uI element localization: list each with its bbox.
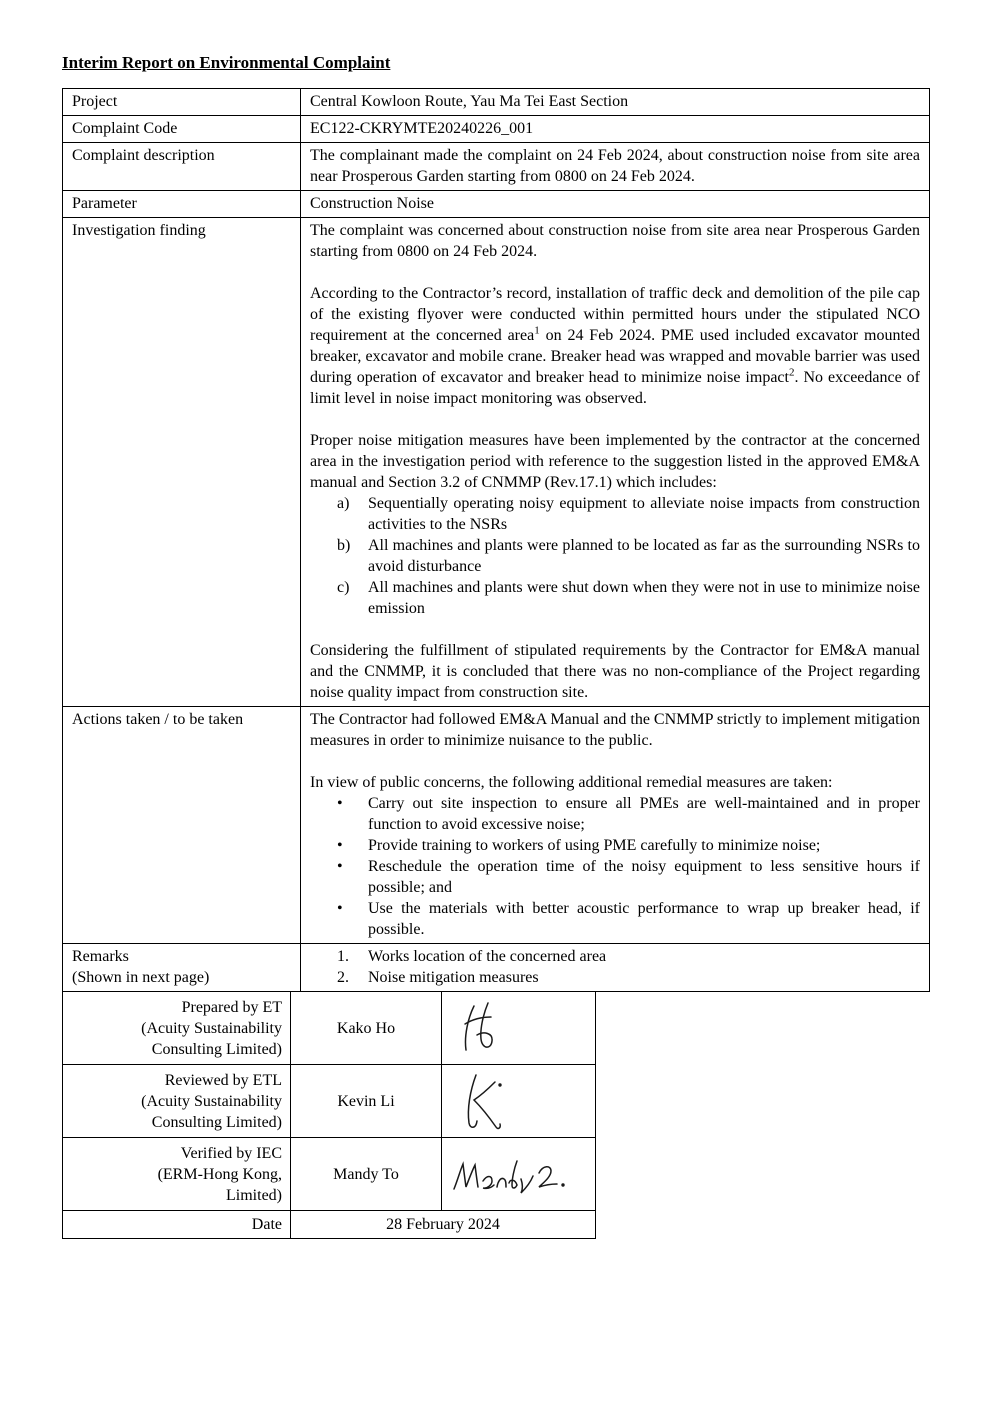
remarks-label xyxy=(63,944,301,992)
table-row-actions xyxy=(63,707,930,944)
remarks-value xyxy=(301,944,930,992)
list-marker: a) xyxy=(337,495,350,512)
role-line: Reviewed by ETL xyxy=(164,1071,282,1089)
list-item xyxy=(310,856,920,898)
verified-by-signature-cell xyxy=(442,1138,596,1211)
reviewed-by-signature-cell xyxy=(442,1065,596,1138)
role-line: Verified by IEC xyxy=(180,1144,282,1162)
prepared-by-name: Kako Ho xyxy=(291,992,442,1065)
complaint-description-value: The complainant made the complaint on 24 Feb 2024, about construction noise from site area near Prosperous Garden starting from 0800 on 24 Feb 2024. xyxy=(301,143,930,191)
complaint-code-value: EC122-CKRYMTE20240226_001 xyxy=(301,116,930,143)
verified-by-role xyxy=(63,1138,291,1211)
list-marker: 2. xyxy=(337,969,349,986)
table-row-investigation xyxy=(63,218,930,707)
investigation-label: Investigation finding xyxy=(63,218,301,707)
bullet-icon: • xyxy=(337,837,343,854)
table-row-parameter xyxy=(63,191,930,218)
role-line: (ERM-Hong Kong, xyxy=(157,1165,282,1183)
remarks-numbered-list xyxy=(310,946,920,988)
list-item-text: Provide training to workers of using PME carefully to minimize noise; xyxy=(368,837,821,854)
list-marker: 1. xyxy=(337,948,349,965)
table-row-complaint-code xyxy=(63,116,930,143)
investigation-paragraph-2 xyxy=(310,283,920,409)
list-marker: b) xyxy=(337,537,351,554)
list-item xyxy=(310,898,920,940)
role-line: Prepared by ET xyxy=(181,998,282,1016)
list-item-text: Works location of the concerned area xyxy=(368,948,607,965)
investigation-paragraph-3: Proper noise mitigation measures have been implemented by the contractor at the concerned area in the investigation period with reference to the suggestion listed in the approved EM&A manual and Section 3.2 of CNMMP (Rev.17.1) which includes: xyxy=(310,432,920,491)
actions-paragraph-2: In view of public concerns, the following additional remedial measures are taken: xyxy=(310,774,833,791)
investigation-lettered-list xyxy=(310,493,920,619)
parameter-label: Parameter xyxy=(63,191,301,218)
list-item-text: Use the materials with better acoustic performance to wrap up breaker head, if possible. xyxy=(368,900,920,938)
prepared-by-signature-cell xyxy=(442,992,596,1065)
complaint-code-label: Complaint Code xyxy=(63,116,301,143)
list-item-text: Sequentially operating noisy equipment to alleviate noise impacts from construction activities to the NSRs xyxy=(368,495,920,533)
actions-value xyxy=(301,707,930,944)
table-row-remarks xyxy=(63,944,930,992)
signoff-row-reviewed xyxy=(63,1065,596,1138)
list-item xyxy=(310,493,920,535)
reviewed-by-name: Kevin Li xyxy=(291,1065,442,1138)
list-item-text: Noise mitigation measures xyxy=(368,969,539,986)
date-label: Date xyxy=(63,1211,291,1239)
actions-label: Actions taken / to be taken xyxy=(63,707,301,944)
list-item-text: Carry out site inspection to ensure all PMEs are well-maintained and in proper function to avoid excessive noise; xyxy=(368,795,920,833)
kevin-li-signature xyxy=(450,1069,514,1133)
role-line: Consulting Limited) xyxy=(151,1113,282,1131)
list-item-text: Reschedule the operation time of the noisy equipment to less sensitive hours if possible; and xyxy=(368,858,920,896)
role-line: (Acuity Sustainability xyxy=(141,1092,282,1110)
investigation-paragraph-2-text-b: on 24 Feb 2024. PME used included excavator mounted breaker, excavator and mobile crane. Breaker head was wrapped and movable barrier was used during operation of excavator and breaker head to minimize noise impact xyxy=(310,327,920,386)
investigation-paragraph-2-text-c: . No exceedance of limit level in noise impact monitoring was observed. xyxy=(310,369,921,407)
role-line: (Acuity Sustainability xyxy=(141,1019,282,1037)
actions-bullet-list xyxy=(310,793,920,940)
signoff-row-prepared xyxy=(63,992,596,1065)
role-line: Consulting Limited) xyxy=(151,1040,282,1058)
prepared-by-role xyxy=(63,992,291,1065)
signoff-table xyxy=(62,991,596,1239)
list-item xyxy=(310,967,920,988)
investigation-paragraph-1: The complaint was concerned about construction noise from site area near Prosperous Garden starting from 0800 on 24 Feb 2024. xyxy=(310,222,920,260)
list-item xyxy=(310,946,920,967)
table-row-project xyxy=(63,89,930,116)
complaint-table xyxy=(62,88,930,992)
list-item xyxy=(310,535,920,577)
footnote-ref-1: 1 xyxy=(534,324,540,337)
role-line: Limited) xyxy=(226,1186,282,1204)
complaint-description-label: Complaint description xyxy=(63,143,301,191)
list-marker: c) xyxy=(337,579,350,596)
remarks-label-line-2: (Shown in next page) xyxy=(72,969,210,986)
signoff-row-date xyxy=(63,1211,596,1239)
bullet-icon: • xyxy=(337,900,343,917)
date-value: 28 February 2024 xyxy=(291,1211,596,1239)
footnote-ref-2: 2 xyxy=(788,366,795,379)
bullet-icon: • xyxy=(337,795,343,812)
actions-paragraph-1: The Contractor had followed EM&A Manual and the CNMMP strictly to implement mitigation measures in order to minimize nuisance to the public. xyxy=(310,711,920,749)
investigation-paragraph-4: Considering the fulfillment of stipulated requirements by the Contractor for EM&A manual and the CNMMP, it is concluded that there was no non-compliance of the Project regarding noise quality impact from construction site. xyxy=(310,642,920,701)
list-item xyxy=(310,793,920,835)
verified-by-name: Mandy To xyxy=(291,1138,442,1211)
table-row-complaint-description xyxy=(63,143,930,191)
investigation-paragraph-2-text-a: According to the Contractor’s record, installation of traffic deck and demolition of the pile cap of the existing flyover were conducted within permitted hours under the stipulated NCO requirement at the concerned area xyxy=(310,285,920,344)
signoff-row-verified xyxy=(63,1138,596,1211)
bullet-icon: • xyxy=(337,858,343,875)
report-title: Interim Report on Environmental Complaint xyxy=(62,53,391,72)
reviewed-by-role xyxy=(63,1065,291,1138)
list-item-text: All machines and plants were planned to be located as far as the surrounding NSRs to avoid disturbance xyxy=(368,537,920,575)
parameter-value: Construction Noise xyxy=(301,191,930,218)
investigation-value xyxy=(301,218,930,707)
list-item xyxy=(310,577,920,619)
list-item-text: All machines and plants were shut down when they were not in use to minimize noise emission xyxy=(368,579,920,617)
kako-ho-signature xyxy=(450,1000,508,1056)
remarks-label-line-1: Remarks xyxy=(72,948,129,965)
project-value: Central Kowloon Route, Yau Ma Tei East Section xyxy=(301,89,930,116)
list-item xyxy=(310,835,920,856)
project-label: Project xyxy=(63,89,301,116)
mandy-to-signature xyxy=(450,1151,572,1197)
